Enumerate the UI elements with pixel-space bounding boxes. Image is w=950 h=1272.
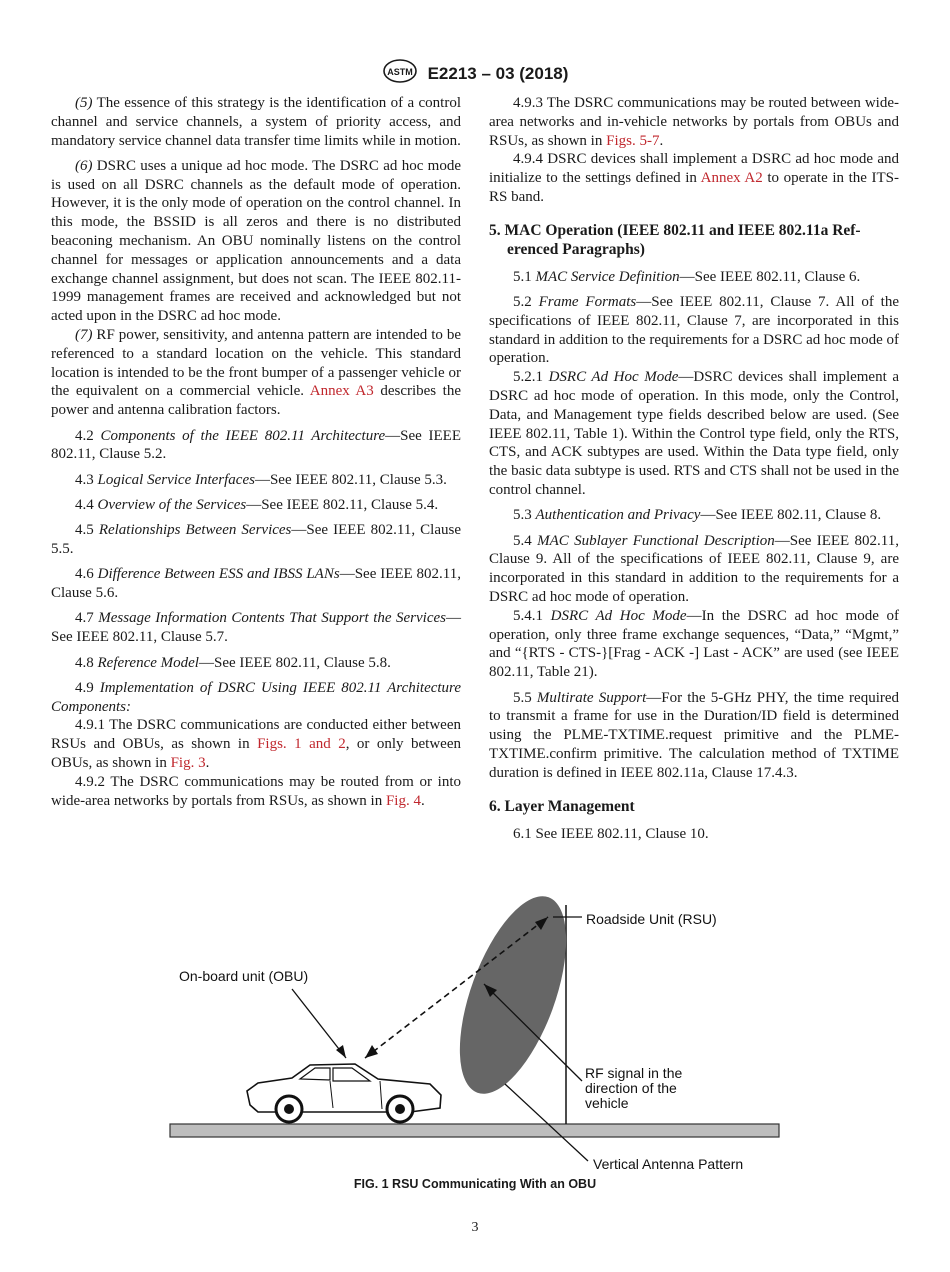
fig-3-link[interactable]: Fig. 3	[170, 755, 206, 771]
section-5-4-1: 5.4.1 DSRC Ad Hoc Mode—In the DSRC ad hoc mode of operation, only three frame exchange sequences, “Data,” “Mgmt,” and “{RTS - CTS-}[Frag - ACK -] Last - ACK” are used (see IEEE 802.11, Table 21).	[489, 607, 900, 681]
label-rf-2: direction of the	[585, 1080, 677, 1096]
astm-logo-icon	[382, 58, 418, 89]
section-6-1: 6.1 See IEEE 802.11, Clause 10.	[513, 825, 709, 842]
section-4-9: 4.9 Implementation of DSRC Using IEEE 802.11 Architecture Components:	[51, 679, 461, 715]
figs-1-2-link[interactable]: Figs. 1 and 2	[257, 736, 346, 753]
section-4-5: 4.5 Relationships Between Services—See IEEE 802.11, Clause 5.5.	[51, 522, 461, 558]
svg-text:ASTM: ASTM	[386, 67, 413, 77]
label-rf-3: vehicle	[585, 1095, 629, 1111]
section-6-heading: 6. Layer Management	[489, 797, 635, 815]
section-5-2: 5.2 Frame Formats—See IEEE 802.11, Clause 7. All of the specifications of IEEE 802.11, Clause 7, are incorporated in this standard in addition to the requirements for a DSRC ad hoc mode of operation.	[489, 294, 899, 367]
page-header	[0, 58, 950, 89]
document-designation: E2213 – 03 (2018)	[427, 63, 569, 83]
section-4-8: 4.8 Reference Model—See IEEE 802.11, Clause 5.8.	[75, 654, 391, 671]
figure-1-diagram	[0, 895, 950, 1195]
section-5-4: 5.4 MAC Sublayer Functional Description—See IEEE 802.11, Clause 9. All of the specifications of IEEE 802.11, Clause 9, are incorporated in this standard in addition to the requirements for a DSRC ad hoc mode of operation.	[489, 532, 899, 606]
section-5-3: 5.3 Authentication and Privacy—See IEEE 802.11, Clause 8.	[513, 507, 882, 524]
section-4-2: 4.2 Components of the IEEE 802.11 Architecture—See IEEE 802.11, Clause 5.2.	[51, 427, 461, 463]
section-4-6: 4.6 Difference Between ESS and IBSS LANs—See IEEE 802.11, Clause 5.6.	[51, 566, 462, 602]
right-column	[489, 94, 899, 850]
section-4-9-3: 4.9.3 The DSRC communications may be routed between wide-area networks and in-vehicle networks by portals from OBUs and RSUs, as shown in Figs. 5-7.	[489, 95, 899, 149]
paragraph-5: (5) The essence of this strategy is the identification of a control channel and service channels, a system of priority access, and mandatory service channel data transfer time limits while in motion.	[51, 95, 461, 149]
vap-leader-line	[505, 1084, 588, 1161]
page-number: 3	[471, 1220, 479, 1235]
section-4-9-4: 4.9.4 DSRC devices shall implement a DSRC ad hoc mode and initialize to the settings defined in Annex A2 to operate in the ITS-RS band.	[489, 151, 900, 205]
section-4-3: 4.3 Logical Service Interfaces—See IEEE 802.11, Clause 5.3.	[75, 471, 447, 488]
annex-a2-link[interactable]: Annex A2	[700, 170, 763, 187]
signal-arrowhead-obu	[365, 1045, 378, 1058]
section-4-4: 4.4 Overview of the Services—See IEEE 802.11, Clause 5.4.	[75, 496, 439, 513]
left-column	[51, 94, 461, 817]
section-4-9-1: 4.9.1 The DSRC communications are conducted either between RSUs and OBUs, as shown in Figs. 1 and 2, or only between OBUs, as shown in Fig. 3.	[51, 717, 461, 771]
label-obu: On-board unit (OBU)	[179, 968, 309, 984]
label-rf-1: RF signal in the	[585, 1065, 683, 1081]
car-icon	[247, 1064, 441, 1122]
label-vertical-antenna: Vertical Antenna Pattern	[593, 1156, 744, 1172]
annex-a3-link[interactable]: Annex A3	[309, 383, 374, 400]
fig-4-link[interactable]: Fig. 4	[385, 792, 421, 809]
section-5-2-1: 5.2.1 DSRC Ad Hoc Mode—DSRC devices shall implement a DSRC ad hoc mode of operation. In this mode, only the Control, Data, and Management type fields described below are used. (See IEEE 802.11, Table 1). Within the Control type field, only the RTS, CTS, and ACK subtypes are used. Within the Data type field, only the basic data subtype is used. RTS and CTS shall not be used in the control channel.	[489, 369, 899, 499]
figure-1	[0, 895, 950, 1195]
ground-strip	[170, 1124, 779, 1137]
obu-leader-line	[292, 989, 346, 1058]
section-5-1: 5.1 MAC Service Definition—See IEEE 802.11, Clause 6.	[513, 268, 861, 285]
figs-5-7-link[interactable]: Figs. 5-7	[606, 132, 660, 149]
label-rsu: Roadside Unit (RSU)	[586, 911, 717, 927]
figure-caption: FIG. 1 RSU Communicating With an OBU	[353, 1177, 597, 1191]
paragraph-6: (6) DSRC uses a unique ad hoc mode. The DSRC ad hoc mode is used on all DSRC channels as the default mode of operation. However, it is the only mode of operation on the control channel. In this mode, the BSSID is all zeros and there is no distributed beaconing mechanism. An OBU nominally listens on the control channel for messages or application announcements and a data exchange channel assignment, but does not scan. The IEEE 802.11-1999 management frames are received and acknowledged but not acted upon in the DSRC ad hoc mode.	[51, 157, 461, 325]
section-4-9-2: 4.9.2 The DSRC communications may be routed from or into wide-area networks by portals from RSUs, as shown in Fig. 4.	[51, 773, 461, 809]
section-4-7: 4.7 Message Information Contents That Support the Services—See IEEE 802.11, Clause 5.7.	[51, 610, 461, 646]
section-5-5: 5.5 Multirate Support—For the 5-GHz PHY, the time required to transmit a frame for use in the Duration/ID field is determined using the PLME-TXTIME.request primitive and the PLME-TXTIME.confirm primitive. The calculation method of TXTIME duration is defined in IEEE 802.11a, Clause 17.4.3.	[489, 689, 900, 781]
paragraph-7: (7) RF power, sensitivity, and antenna pattern are intended to be referenced to a standard location on the vehicle. This standard location is intended to be the front bumper of a passenger vehicle or the equivalent on a commercial vehicle. Annex A3 describes the power and antenna calibration factors.	[51, 327, 461, 419]
section-5-heading: 5. MAC Operation (IEEE 802.11 and IEEE 802.11a Ref- erenced Paragraphs)	[489, 221, 861, 258]
